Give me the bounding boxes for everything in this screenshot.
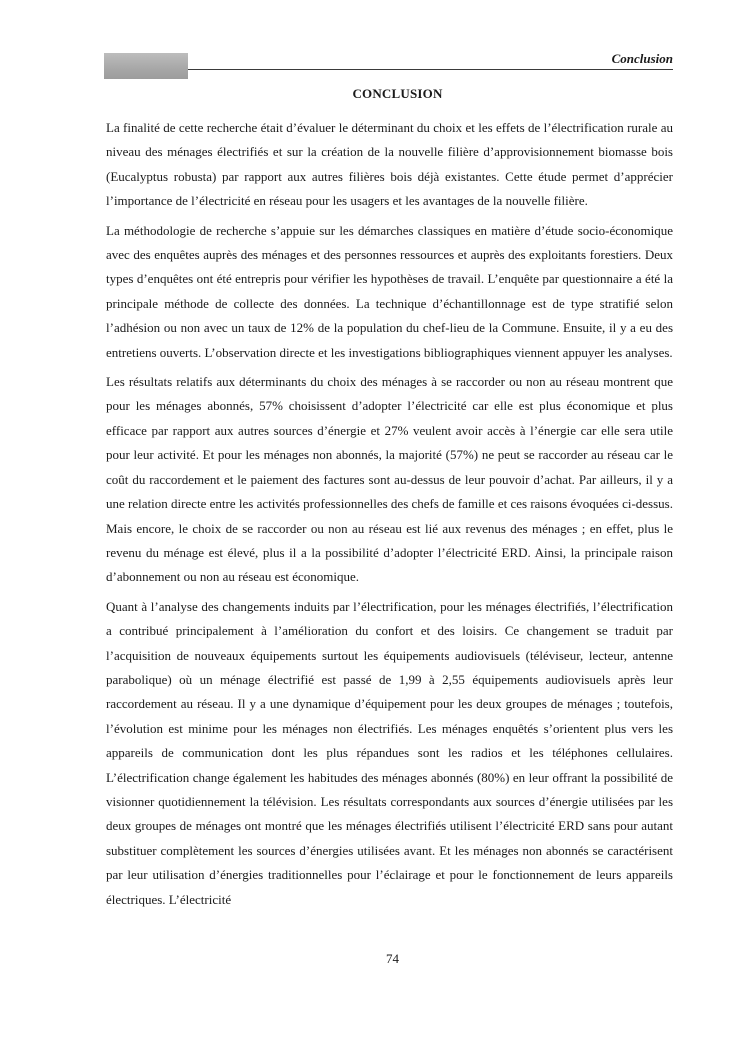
body-text — [106, 116, 673, 917]
paragraph: La méthodologie de recherche s’appuie sur les démarches classiques en matière d’étude socio-économique avec des enquêtes auprès des ménages et des personnes ressources et auprès des exploitants forestiers. Deux types d’enquêtes ont été entrepris pour vérifier les hypothèses de travail. L’enquête par questionnaire a été la principale méthode de collecte des données. La technique d’échantillonnage est de type stratifié selon l’adhésion ou non avec un taux de 12% de la population du chef-lieu de la Commune. Ensuite, il y a eu des entretiens ouverts. L’observation directe et les investigations bibliographiques viennent appuyer les analyses. — [106, 222, 673, 360]
section-heading: CONCLUSION — [352, 86, 443, 101]
paragraph: La finalité de cette recherche était d’évaluer le déterminant du choix et les effets de l’électrification rurale au niveau des ménages électrifiés et sur la création de la nouvelle filière d’approvisionnement biomasse bois (Eucalyptus robusta) par rapport aux autres filières bois déjà existantes. Cette étude permet d’apprécier l’importance de l’électricité en réseau pour les usagers et les avantages de la nouvelle filière. — [106, 120, 673, 209]
paragraph: Quant à l’analyse des changements induits par l’électrification, pour les ménages électrifiés, l’électrification a contribué principalement à l’amélioration du confort et des loisirs. Ce changement se traduit par l’acquisition de nouveaux équipements surtout les équipements audiovisuels (téléviseur, lecteur, antenne parabolique) où un ménage électrifié est passé de 1,99 à 2,55 équipements audiovisuels après leur raccordement au réseau. Il y a une dynamique d’équipement pour les deux groupes de ménages ; toutefois, l’évolution est minime pour les ménages non électrifiés. Les ménages enquêtés s’orientent plus vers les appareils de communication dont les plus répandues sont les radios et les téléphones cellulaires. L’électrification change également les habitudes des ménages abonnés (80%) en leur offrant la possibilité de visionner quotidiennement la télévision. Les résultats correspondants aux sources d’énergie utilisées par les deux groupes de ménages ont montré que les ménages électrifiés utilisent l’électricité ERD sans pour autant substituer complètement les sources d’énergies utilisées avant. Et les ménages non abonnés se caractérisent par leur utilisation d’énergies traditionnelles pour l’éclairage et pour le fonctionnement de leurs appareils électriques. L’électricité — [106, 598, 673, 907]
paragraph: Les résultats relatifs aux déterminants du choix des ménages à se raccorder ou non au réseau montrent que pour les ménages abonnés, 57% choisissent d’adopter l’électricité car elle est plus économique et plus efficace par rapport aux autres sources d’énergie et 27% veulent avoir accès à l’énergie car elle sera utile pour leur activité. Et pour les ménages non abonnés, la majorité (57%) ne peut se raccorder au réseau car le coût du raccordement et le paiement des factures sont au-dessus de leur pouvoir d’achat. Par ailleurs, il y a une relation directe entre les activités professionnelles des chefs de famille et ces raisons évoquées ci-dessus. Mais encore, le choix de se raccorder ou non au réseau est lié aux revenus des ménages ; en effet, plus le revenu du ménage est élevé, plus il a la possibilité d’adopter l’électricité ERD. Ainsi, la principale raison d’abonnement ou non au réseau est économique. — [106, 374, 673, 585]
header-divider — [188, 69, 673, 70]
running-header-title: Conclusion — [611, 51, 673, 66]
page-number: 74 — [386, 951, 399, 966]
header-logo-block — [104, 53, 188, 79]
